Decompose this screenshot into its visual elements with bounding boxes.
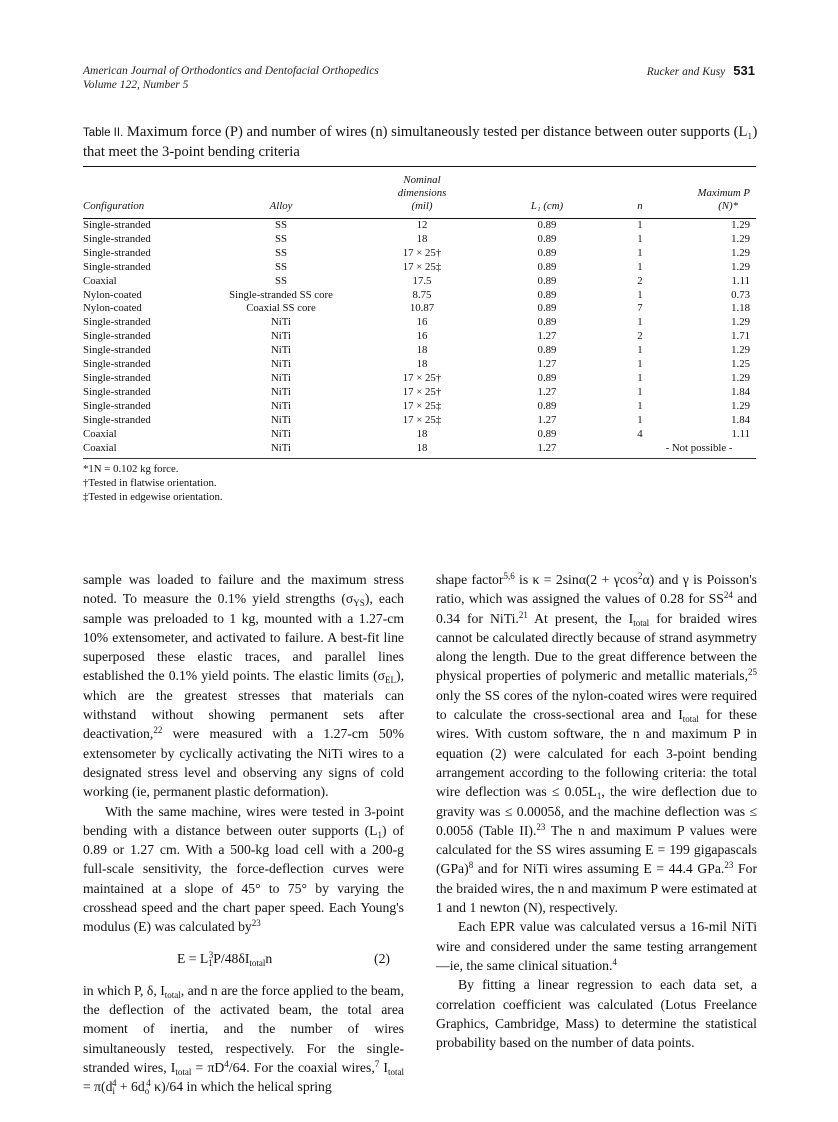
cell-configuration: Single-stranded	[83, 385, 151, 398]
cell-max-p: 1.29	[731, 232, 750, 245]
cell-alloy: NiTi	[270, 413, 291, 426]
table-row	[83, 330, 756, 344]
cell-dimensions: 17.5	[412, 274, 432, 287]
table-row	[83, 302, 756, 316]
table-row	[83, 386, 756, 400]
table-row	[83, 344, 756, 358]
journal-volume: Volume 122, Number 5	[83, 79, 189, 91]
cell-n: 1	[637, 344, 643, 357]
cell-max-p: 1.29	[731, 260, 750, 273]
table-row	[83, 400, 756, 414]
cell-configuration: Single-stranded	[83, 371, 151, 384]
cell-alloy: SS	[274, 260, 287, 273]
cell-alloy: SS	[274, 274, 287, 287]
cell-n: 1	[637, 246, 643, 259]
cell-configuration: Single-stranded	[83, 232, 151, 245]
header-max-p	[678, 167, 756, 217]
cell-n: 1	[637, 260, 643, 273]
cell-configuration: Nylon-coated	[83, 302, 142, 315]
cell-configuration: Coaxial	[83, 427, 117, 440]
cell-alloy: NiTi	[270, 399, 291, 412]
cell-dimensions: 17 × 25‡	[402, 399, 442, 412]
cell-dimensions: 17 × 25†	[402, 385, 442, 398]
cell-l1: 1.27	[537, 385, 557, 398]
body-column-right	[436, 570, 757, 1052]
cell-configuration: Single-stranded	[83, 413, 151, 426]
cell-n: 1	[637, 232, 643, 245]
table-footnotes	[83, 459, 756, 504]
cell-n: 1	[637, 371, 643, 384]
cell-l1: 1.27	[537, 330, 557, 343]
cell-dimensions: 17 × 25†	[402, 246, 442, 259]
header-n: n	[637, 200, 643, 212]
cell-n: 1	[637, 413, 643, 426]
cell-l1: 1.27	[537, 358, 557, 371]
header-nominal-line2: dimensions	[397, 187, 447, 199]
paragraph: in which P, δ, $I_{total}$, and n are the force applied to the beam, the deflection of the activated beam, the total area moment of inertia, and the number of wires simultaneously tested, respectively. For the single-stranded wires, $I_{total} = \pi D^4/64$. For the coaxial wires,$^7$ $I_{total} = \pi(d_i^4 + 6d_o^4$ κ)/64 in which the helical spring	[83, 982, 404, 1097]
cell-configuration: Single-stranded	[83, 246, 151, 259]
running-head	[83, 64, 755, 92]
paragraph: By fitting a linear regression to each data set, a correlation coefficient was calculated (Lotus Freelance Graphics, Cambridge, Mass) to determine the statistical probability based on the number of data points.	[436, 977, 757, 1051]
table-row	[83, 275, 756, 289]
cell-l1: 0.89	[537, 274, 557, 287]
cell-alloy: Coaxial SS core	[246, 302, 316, 315]
cell-max-p: 1.29	[731, 344, 750, 357]
header-configuration: Configuration	[83, 200, 145, 212]
cell-configuration: Coaxial	[83, 274, 117, 287]
cell-alloy: NiTi	[270, 385, 291, 398]
cell-configuration: Single-stranded	[83, 358, 151, 371]
cell-l1: 0.89	[537, 219, 557, 231]
table-row	[83, 219, 756, 233]
cell-alloy: SS	[274, 246, 287, 259]
header-maxp-line1: Maximum P	[697, 187, 750, 199]
cell-max-p: 1.29	[731, 316, 750, 329]
cell-l1: 1.27	[537, 413, 557, 426]
cell-alloy: Single-stranded SS core	[229, 288, 333, 301]
cell-configuration: Single-stranded	[83, 219, 151, 231]
cell-alloy: NiTi	[270, 358, 291, 371]
body-column-left	[83, 570, 404, 1096]
cell-max-p: 1.11	[731, 274, 750, 287]
cell-l1: 0.89	[537, 427, 557, 440]
cell-max-p: 1.84	[731, 385, 750, 398]
cell-dimensions: 12	[416, 219, 428, 231]
table-label: Table II.	[83, 127, 124, 139]
header-alloy: Alloy	[269, 200, 293, 212]
cell-n: 1	[637, 385, 643, 398]
paragraph: Each EPR value was calculated versus a 16-mil NiTi wire and considered under the same testing arrangement—ie, the same clinical situation.$^4$	[436, 919, 757, 973]
table-row	[83, 372, 756, 386]
cell-alloy: NiTi	[270, 316, 291, 329]
equation-body: $E = L_1^3P/48\delta I_{total}n$	[177, 949, 273, 968]
table-row	[83, 247, 756, 261]
cell-dimensions: 16	[416, 330, 428, 343]
page-number: 531	[733, 63, 755, 78]
cell-configuration: Single-stranded	[83, 399, 151, 412]
cell-dimensions: 10.87	[409, 302, 435, 315]
header-nominal-line1: Nominal	[403, 174, 441, 186]
cell-max-p: 1.84	[731, 413, 750, 426]
cell-n: 1	[637, 399, 643, 412]
table-row	[83, 358, 756, 372]
cell-n: 2	[637, 330, 643, 343]
data-table	[83, 166, 756, 504]
table-row	[83, 428, 756, 442]
cell-n: 1	[637, 288, 643, 301]
footnote-double-dagger: ‡Tested in edgewise orientation.	[83, 490, 223, 503]
table-body	[83, 217, 756, 458]
footnote-asterisk: *1N = 0.102 kg force.	[83, 463, 179, 476]
table-row	[83, 233, 756, 247]
cell-configuration: Coaxial	[83, 441, 117, 454]
header-nominal-line3: (mil)	[411, 200, 433, 212]
cell-l1: 0.89	[537, 260, 557, 273]
cell-l1: 0.89	[537, 316, 557, 329]
table-row	[83, 414, 756, 428]
cell-max-p: 1.25	[731, 358, 750, 371]
table-row	[83, 289, 756, 303]
cell-max-p: 0.73	[731, 288, 750, 301]
cell-alloy: NiTi	[270, 371, 291, 384]
cell-dimensions: 18	[416, 344, 428, 357]
cell-configuration: Single-stranded	[83, 330, 151, 343]
table-row	[83, 442, 756, 459]
cell-max-p: 1.71	[731, 330, 750, 343]
cell-dimensions: 18	[416, 441, 428, 454]
header-maxp-line2: (N)*	[718, 200, 738, 212]
cell-configuration: Single-stranded	[83, 344, 151, 357]
table-caption	[83, 123, 758, 162]
cell-dimensions: 8.75	[412, 288, 432, 301]
cell-max-p: 1.29	[731, 399, 750, 412]
cell-alloy: SS	[274, 219, 287, 231]
footnote-dagger: †Tested in flatwise orientation.	[83, 477, 217, 489]
cell-l1: 0.89	[537, 288, 557, 301]
cell-alloy: NiTi	[270, 441, 291, 454]
cell-l1: 1.27	[537, 441, 557, 454]
cell-l1: 0.89	[537, 371, 557, 384]
paragraph: shape factor$^{5,6}$ is κ = 2sinα(2 + γcos$^2$α) and γ is Poisson's ratio, which was assigned the values of 0.28 for SS$^{24}$ and 0.34 for NiTi.$^{21}$ At present, the $I_{total}$ for braided wires cannot be calculated directly because of strand asymmetry along the length. Due to the great difference between the physical properties of polymeric and metallic materials,$^{25}$ only the SS cores of the nylon-coated wires were required to calculate the cross-sectional area and $I_{total}$ for these wires. With custom software, the n and maximum P in equation (2) were calculated for each 3-point bending arrangement according to the following criteria: the total wire deflection was ≤ $0.05L_1$, the wire deflection due to gravity was ≤ 0.0005δ, and the machine deflection was ≤ 0.005δ (Table II).$^{23}$ The n and maximum P values were calculated for the SS wires assuming E = 199 gigapascals (GPa)$^8$ and for NiTi wires assuming E = 44.4 GPa.$^{23}$ For the braided wires, the n and maximum P were estimated at 1 and 1 newton (N), respectively.	[436, 571, 758, 916]
equation-2	[83, 949, 404, 969]
cell-l1: 0.89	[537, 232, 557, 245]
cell-l1: 0.89	[537, 302, 557, 315]
running-head-right	[647, 64, 755, 79]
cell-configuration: Single-stranded	[83, 316, 151, 329]
cell-not-possible: - Not possible -	[665, 441, 733, 454]
authors: Rucker and Kusy	[646, 66, 726, 78]
cell-dimensions: 17 × 25†	[402, 371, 442, 384]
cell-n: 1	[637, 219, 643, 231]
cell-dimensions: 17 × 25‡	[402, 413, 442, 426]
header-nominal-dimensions	[352, 167, 492, 217]
cell-l1: 0.89	[537, 246, 557, 259]
cell-l1: 0.89	[537, 399, 557, 412]
cell-dimensions: 18	[416, 232, 428, 245]
paragraph: sample was loaded to failure and the maximum stress noted. To measure the 0.1% yield strengths $(\sigma_{YS})$, each sample was preloaded to 1 kg, mounted with a 1.27-cm 10% extensometer, and activated to failure. A best-fit line superposed these elastic traces, and parallel lines established the 0.1% yield points. The elastic limits $(\sigma_{EL})$, which are the greatest stresses that materials can withstand without showing permanent sets after deactivation,$^{22}$ were measured with a 1.27-cm 50% extensometer by cyclically activating the NiTi wires to a designated stress level and observing any signs of cold working (ie, permanent plastic deformation).	[83, 572, 404, 800]
cell-max-p: 1.18	[731, 302, 750, 315]
cell-alloy: NiTi	[270, 427, 291, 440]
cell-n: 4	[637, 427, 643, 440]
cell-l1: 0.89	[537, 344, 557, 357]
paragraph: With the same machine, wires were tested in 3-point bending with a distance between outer supports $(L_1)$ of 0.89 or 1.27 cm. With a 500-kg load cell with a 200-g full-scale sensitivity, the force-deflection curves were maintained at a slope of 45° to 75° by varying the crosshead speed and the chart paper speed. Each Young's modulus (E) was calculated $by^{23}$	[83, 803, 404, 935]
table-row	[83, 316, 756, 330]
table-caption-text: Maximum force (P) and number of wires (n) simultaneously tested per distance between outer supports (L₁) that meet the 3-point bending criteria	[83, 124, 758, 160]
cell-max-p: 1.29	[731, 246, 750, 259]
equation-number: (2)	[374, 950, 390, 966]
cell-dimensions: 18	[416, 358, 428, 371]
cell-n: 1	[637, 316, 643, 329]
cell-n: 1	[637, 358, 643, 371]
cell-dimensions: 17 × 25‡	[402, 260, 442, 273]
cell-alloy: SS	[274, 232, 287, 245]
header-l1: L₁ (cm)	[530, 200, 564, 212]
cell-dimensions: 16	[416, 316, 428, 329]
cell-alloy: NiTi	[270, 344, 291, 357]
cell-dimensions: 18	[416, 427, 428, 440]
journal-title: American Journal of Orthodontics and Dentofacial Orthopedics	[83, 65, 379, 77]
table-header-row	[83, 167, 756, 217]
cell-n: 2	[637, 274, 643, 287]
cell-alloy: NiTi	[270, 330, 291, 343]
cell-max-p: 1.29	[731, 219, 750, 231]
cell-configuration: Single-stranded	[83, 260, 151, 273]
cell-max-p: 1.11	[731, 427, 750, 440]
cell-max-p: 1.29	[731, 371, 750, 384]
cell-configuration: Nylon-coated	[83, 288, 142, 301]
table-row	[83, 261, 756, 275]
cell-n: 7	[637, 302, 643, 315]
